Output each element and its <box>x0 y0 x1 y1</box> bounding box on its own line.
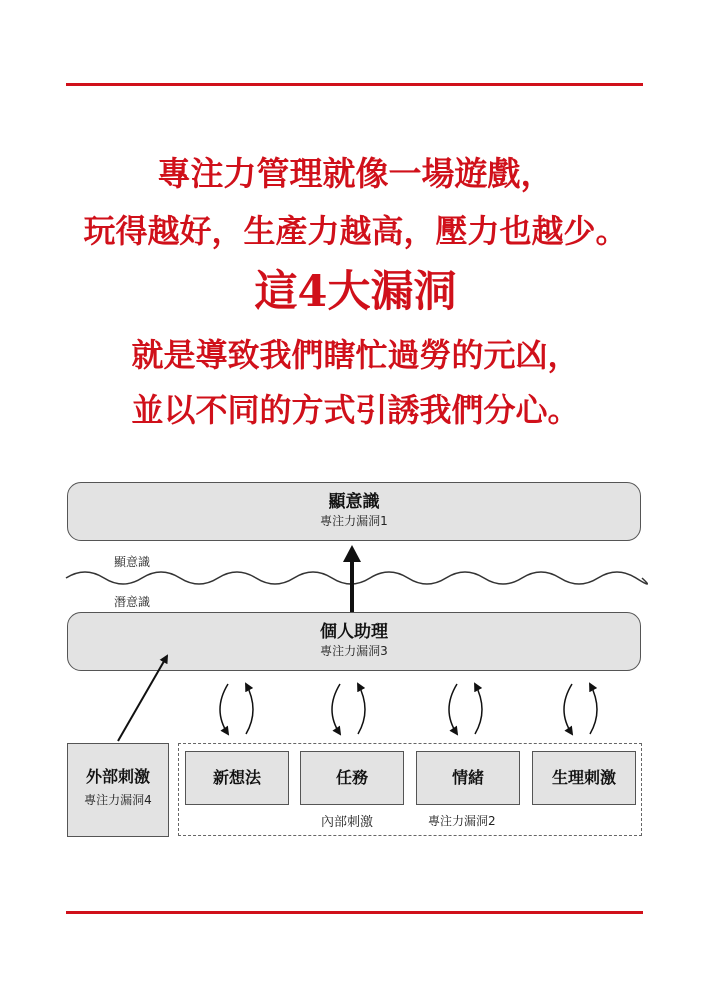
external-stimuli-subtitle: 專注力漏洞4 <box>84 793 152 807</box>
external-arrow <box>118 656 167 741</box>
external-stimuli-box <box>67 743 169 837</box>
internal-stimuli-subtitle: 專注力漏洞2 <box>428 814 496 828</box>
up-arrow <box>343 545 361 612</box>
headline-line-2: 玩得越好，生產力越高，壓力也越少。 <box>83 212 628 250</box>
consciousness-wave <box>66 572 647 584</box>
headline-line-1: 專注力管理就像一場遊戲， <box>157 154 554 193</box>
wave-label-subconscious: 潛意識 <box>114 595 151 609</box>
cycle-arrows <box>220 684 597 734</box>
external-stimuli-title: 外部刺激 <box>85 767 150 786</box>
inner-item-physiological: 生理刺激 <box>532 751 636 805</box>
inner-item-emotions: 情緒 <box>416 751 520 805</box>
conscious-mind-title: 顯意識 <box>328 492 380 512</box>
personal-assistant-title: 個人助理 <box>320 622 388 642</box>
headline-line-3: 這4大漏洞 <box>254 267 457 317</box>
personal-assistant-subtitle: 專注力漏洞3 <box>320 644 388 658</box>
inner-item-tasks: 任務 <box>300 751 404 805</box>
wave-label-conscious: 顯意識 <box>114 555 151 569</box>
internal-stimuli-caption: 內部刺激 <box>321 815 374 830</box>
headline-line-4: 就是導致我們瞎忙過勞的元凶， <box>131 336 580 374</box>
conscious-mind-subtitle: 專注力漏洞1 <box>320 514 388 528</box>
headline-line-5: 並以不同的方式引誘我們分心。 <box>131 391 580 429</box>
inner-item-new-ideas: 新想法 <box>185 751 289 805</box>
bottom-rule <box>66 911 643 914</box>
